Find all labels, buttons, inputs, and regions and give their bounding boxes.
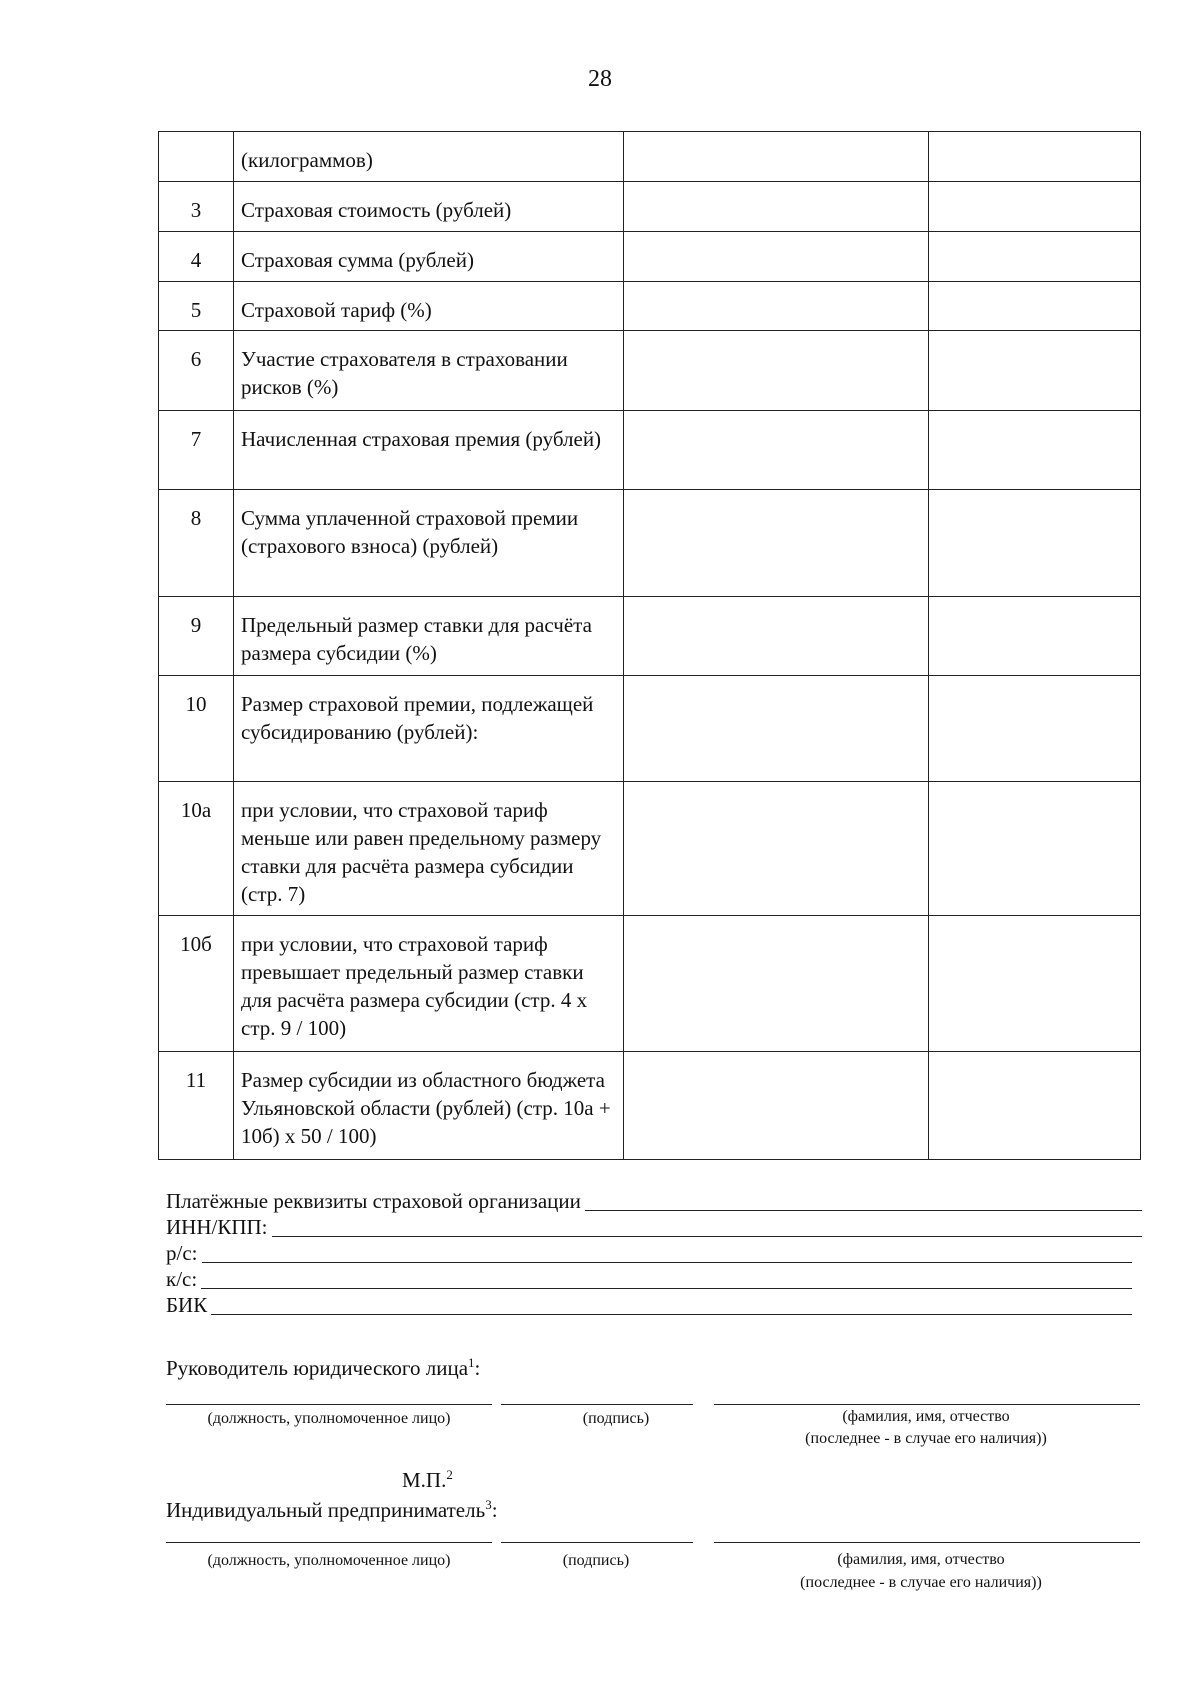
full-name-line[interactable]	[714, 1542, 1140, 1543]
value-cell[interactable]	[624, 232, 929, 282]
row-number: 10б	[159, 916, 234, 1052]
table-row	[159, 132, 1141, 182]
table-row	[159, 782, 1141, 916]
row-number: 10а	[159, 782, 234, 916]
table-row	[159, 916, 1141, 1052]
row-number: 7	[159, 411, 234, 490]
table-row	[159, 282, 1141, 331]
head-signature-block	[166, 1350, 1142, 1492]
value-cell[interactable]	[624, 1052, 929, 1160]
row-label: Размер субсидии из областного бюджета Ульяновской области (рублей) (стр. 10а + 10б) х 50 / 100)	[234, 1052, 624, 1160]
value-cell[interactable]	[624, 182, 929, 232]
signature-line[interactable]	[501, 1404, 693, 1405]
rs-label: р/с:	[166, 1241, 198, 1265]
full-name-caption-1: (фамилия, имя, отчество	[842, 1408, 1010, 1425]
inn-kpp-line	[166, 1214, 1142, 1240]
entrepreneur-signature-block	[166, 1492, 1142, 1602]
inn-kpp-label: ИНН/КПП:	[166, 1215, 268, 1239]
footnote-mark: 1	[468, 1355, 475, 1370]
bik-label: БИК	[166, 1293, 208, 1317]
row-label: (килограммов)	[234, 132, 624, 182]
value-cell[interactable]	[929, 676, 1141, 782]
table-row	[159, 676, 1141, 782]
value-cell[interactable]	[929, 132, 1141, 182]
value-cell[interactable]	[624, 597, 929, 676]
inn-kpp-field[interactable]	[272, 1216, 1142, 1237]
ks-line	[166, 1266, 1142, 1292]
table-row	[159, 490, 1141, 597]
ks-field[interactable]	[201, 1268, 1132, 1289]
row-number: 4	[159, 232, 234, 282]
value-cell[interactable]	[929, 331, 1141, 411]
table-row	[159, 597, 1141, 676]
bik-line	[166, 1292, 1142, 1318]
value-cell[interactable]	[929, 1052, 1141, 1160]
payment-requisites	[166, 1188, 1142, 1318]
row-label: Страховая стоимость (рублей)	[234, 182, 624, 232]
row-label: Сумма уплаченной страховой премии (страхового взноса) (рублей)	[234, 490, 624, 597]
full-name-line[interactable]	[714, 1404, 1140, 1405]
bik-field[interactable]	[211, 1294, 1132, 1315]
stamp-place: М.П.$^2$	[402, 1467, 453, 1492]
row-number: 6	[159, 331, 234, 411]
value-cell[interactable]	[624, 782, 929, 916]
position-caption: (должность, уполномоченное лицо)	[207, 1552, 451, 1569]
payment-details-line	[166, 1188, 1142, 1214]
subsidy-calculation-table	[158, 131, 1141, 1160]
signature-caption: (подпись)	[582, 1410, 650, 1427]
value-cell[interactable]	[624, 132, 929, 182]
value-cell[interactable]	[624, 916, 929, 1052]
row-number: 3	[159, 182, 234, 232]
value-cell[interactable]	[929, 782, 1141, 916]
footnote-mark: 2	[446, 1467, 453, 1482]
value-cell[interactable]	[624, 282, 929, 331]
value-cell[interactable]	[929, 597, 1141, 676]
row-number: 10	[159, 676, 234, 782]
row-label: Страховой тариф (%)	[234, 282, 624, 331]
row-label: Участие страхователя в страховании рисков (%)	[234, 331, 624, 411]
table-row	[159, 331, 1141, 411]
position-line[interactable]	[166, 1542, 492, 1543]
ks-label: к/с:	[166, 1267, 198, 1291]
payment-details-field[interactable]	[585, 1190, 1142, 1211]
row-label: Начисленная страховая премия (рублей)	[234, 411, 624, 490]
entrepreneur-title: Индивидуальный предприниматель$^3$:	[166, 1497, 498, 1522]
row-number: 11	[159, 1052, 234, 1160]
table-row	[159, 232, 1141, 282]
row-label: Страховая сумма (рублей)	[234, 232, 624, 282]
head-title: Руководитель юридического лица$^1$:	[166, 1355, 481, 1380]
row-label: Размер страховой премии, подлежащей субсидированию (рублей):	[234, 676, 624, 782]
row-number: 8	[159, 490, 234, 597]
position-line[interactable]	[166, 1404, 492, 1405]
value-cell[interactable]	[929, 182, 1141, 232]
value-cell[interactable]	[929, 916, 1141, 1052]
value-cell[interactable]	[624, 331, 929, 411]
signature-line[interactable]	[501, 1542, 693, 1543]
full-name-caption-1: (фамилия, имя, отчество	[837, 1551, 1005, 1568]
full-name-caption-2: (последнее - в случае его наличия))	[800, 1574, 1042, 1591]
row-number: 9	[159, 597, 234, 676]
value-cell[interactable]	[624, 676, 929, 782]
table-row	[159, 1052, 1141, 1160]
table-row	[159, 182, 1141, 232]
row-label: при условии, что страховой тариф превышает предельный размер ставки для расчёта размера субсидии (стр. 4 х стр. 9 / 100)	[234, 916, 624, 1052]
value-cell[interactable]	[929, 232, 1141, 282]
value-cell[interactable]	[929, 282, 1141, 331]
value-cell[interactable]	[624, 490, 929, 597]
payment-details-label: Платёжные реквизиты страховой организации	[166, 1189, 581, 1213]
row-number: 5	[159, 282, 234, 331]
value-cell[interactable]	[929, 411, 1141, 490]
table-row	[159, 411, 1141, 490]
signature-caption: (подпись)	[562, 1552, 630, 1569]
footnote-mark: 3	[485, 1497, 492, 1512]
rs-field[interactable]	[202, 1242, 1133, 1263]
full-name-caption-2: (последнее - в случае его наличия))	[805, 1430, 1047, 1447]
rs-line	[166, 1240, 1142, 1266]
row-label: Предельный размер ставки для расчёта размера субсидии (%)	[234, 597, 624, 676]
value-cell[interactable]	[624, 411, 929, 490]
row-number	[159, 132, 234, 182]
page-number: 28	[588, 66, 612, 92]
row-label: при условии, что страховой тариф меньше или равен предельному размеру ставки для расчёта размера субсидии (стр. 7)	[234, 782, 624, 916]
position-caption: (должность, уполномоченное лицо)	[207, 1410, 451, 1427]
value-cell[interactable]	[929, 490, 1141, 597]
